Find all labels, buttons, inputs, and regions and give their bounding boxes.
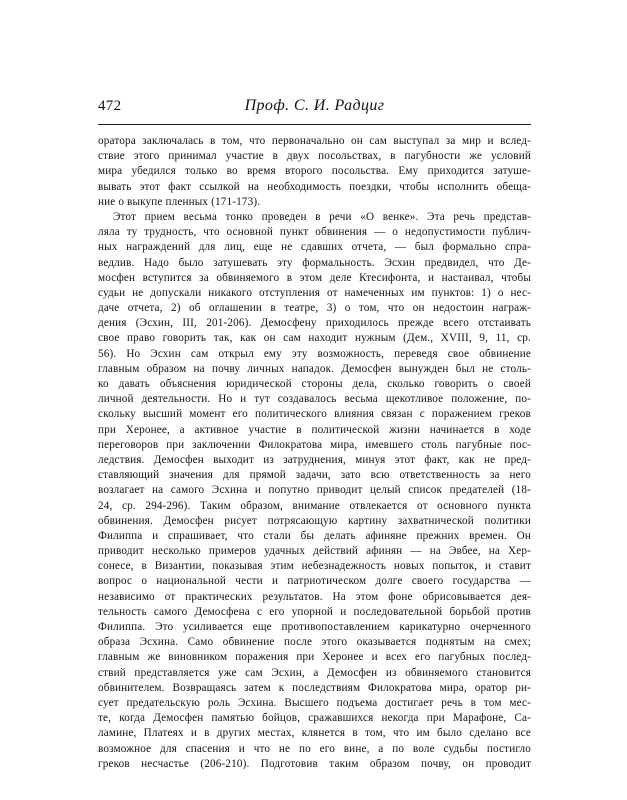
text-line: личной деятельности. Но и тут создавалось весьма щекотливое положение, по- [98,393,531,406]
page-number: 472 [98,98,122,114]
text-line: обвинения. Демосфен рисует потрясающую картину захватнической политики [98,514,531,527]
text-line: ламине, Платеях и в других местах, клянется в том, что им было сделано все [98,727,531,740]
text-line: вопрос о национальной чести и патриотическом долге своего государства — [98,575,531,588]
text-line: вывать этот факт ссылкой на необходимость поездки, чтобы исполнить обеща- [98,180,531,193]
text-line: оратора заключалась в том, что первоначально он сам выступал за мир и вслед- [98,135,531,147]
text-line: греков несчастье (206-210). Подготовив таким образом почву, он проводит [98,757,531,770]
text-line: 56). Но Эсхин сам открыл ему эту возможность, переведя свое обвинение [98,347,531,360]
text-line: Филиппа. Это усиливается еще противопоставлением карикатурно очерченного [98,621,531,633]
text-line: ставляющий значения для прямой задачи, зато всю ответственность за него [98,469,531,482]
text-line: 24, ср. 294-296). Таким образом, внимание отвлекается от основного пункта [98,499,531,512]
text-line: возможное для спасения и что не по его вине, а по воле судьбы постигло [98,742,531,755]
text-line: обвинителем. Возвращаясь затем к последствиям Филократова мира, оратор ри- [98,681,531,694]
text-line: мира убедился только во время второго посольства. Ему приходится затуше- [98,165,531,178]
body-text [98,134,531,772]
text-line: ние о выкупе пленных (171-173). [98,195,261,208]
text-line: образа Эсхина. Само обвинение после этого оказывается поднятым на смех; [98,636,531,649]
text-line: главным образом на почву личных нападок. Демосфен вынужден был не столь- [98,362,531,375]
text-line: ведлив. Надо было затушевать эту формальность. Эсхин предвидел, что Де- [98,256,531,269]
text-line: приводит несколько примеров удачных действий афинян — на Эвбее, на Хер- [98,545,531,558]
text-line: переговоров при заключении Филократова мира, имевшего столь пагубные пос- [98,438,531,451]
text-line: ствие этого принимал участие в двух посольствах, в пагубности же условий [98,150,531,163]
text-line: Филиппа и спрашивает, что стали бы делать афиняне прежних времен. Он [98,529,531,542]
text-line: ко давать объяснения юридической стороны дела, сколько говорить о своей [98,378,531,390]
text-line: при Херонее, а активное участие в политической жизни начинается в ходе [98,423,531,436]
text-line: дения (Эсхин, III, 201-206). Демосфену приходилось прежде всего отстаивать [98,317,531,330]
text-line: Этот прием весьма тонко проведен в речи «О венке». Эта речь представ- [113,210,531,223]
text-line: мосфен вступится за обвиняемого в этом деле Ктесифонта, и настаивал, чтобы [98,271,531,284]
text-line: свое право говорить так, как он сам находит нужным (Дем., XVIII, 9, 11, ср. [98,332,531,345]
text-line: ляла ту трудность, что основной пункт обвинения — о недопустимости публич- [98,226,531,239]
header-rule [98,124,531,125]
text-line: тельность самого Демосфена с его упорной и последовательной борьбой против [98,605,531,618]
text-line: возлагает на самого Эсхина и попутно приводит целый список предателей (18- [98,484,531,497]
text-line: даче отчета, 2) об оглашении в театре, 3) о том, что он недостоин награж- [98,302,531,315]
running-title: Проф. С. И. Радциг [244,97,385,114]
text-line: те, когда Демосфен памятью бойцов, сражавшихся некогда при Марафоне, Са- [98,712,531,725]
text-line: скольку высший момент его политического влияния связан с поражением греков [98,408,531,421]
text-line: судьи не допускали никакого отступления от намеченных им пунктов: 1) о нес- [98,286,531,299]
text-line: сонесе, в Византии, показывая этим небезнадежность новых попыток, и ставит [98,560,531,573]
text-line: ледствия. Демосфен выходит из затруднения, минуя этот факт, как не пред- [98,453,531,466]
text-line: ных награждений для лиц, еще не сдавших отчета, — был формально спра- [98,241,531,254]
text-line: независимо от практических результатов. На этом фоне обрисовывается дея- [98,590,531,603]
running-head [98,96,531,120]
text-line: сует предательскую роль Эсхина. Высшего подъема достигает речь в том мес- [98,696,531,709]
text-line: ствий представляется уже сам Эсхин, а Демосфен из обвиняемого становится [98,666,531,679]
text-line: главным же виновником поражения при Херонее и всех его пагубных послед- [98,651,531,664]
